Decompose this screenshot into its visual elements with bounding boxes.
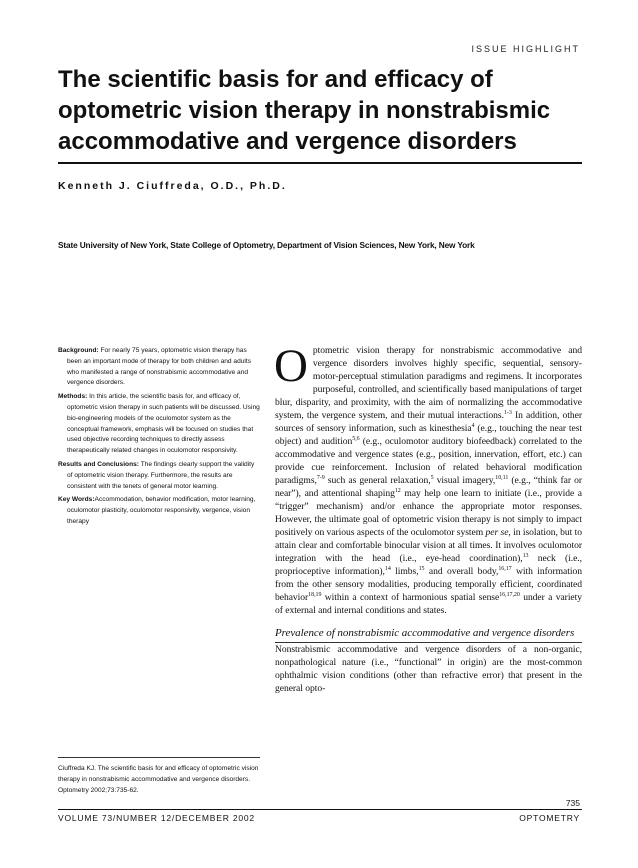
page-number: 735 [565, 798, 580, 808]
text-run: such as general relaxation, [324, 474, 431, 486]
body-text [274, 340, 583, 696]
reference-superscript: 7-9 [316, 474, 325, 481]
abstract-keywords-text: Accommodation, behavior modification, motor learning, oculomotor plasticity, oculomotor responsivity, vergence, vision therapy [67, 496, 256, 525]
intro-paragraph [274, 340, 583, 618]
citation-divider [58, 757, 260, 758]
journal-name: OPTOMETRY [519, 813, 580, 823]
text-run: and overall body, [424, 565, 499, 577]
abstract-background-text: For nearly 75 years, optometric vision therapy has been an important mode of therapy for both children and adults who manifested a range of nonstrabismic accommodative and vergence disorders. [67, 347, 252, 387]
text-run: visual imagery, [433, 474, 496, 486]
reference-superscript: 16,17,20 [499, 591, 520, 598]
text-run: under a variety of external and internal conditions and states. [275, 591, 583, 616]
citation: Ciuffreda KJ. The scientific basis for and efficacy of optometric vision therapy in nonstrabismic accommodative and vergence disorders. Optometry 2002;73:735-62. [58, 765, 259, 794]
author-name: Kenneth J. Ciuffreda, O.D., Ph.D. [58, 180, 287, 192]
text-run: within a context of harmonious spatial sense [321, 591, 500, 603]
issue-highlight-label: ISSUE HIGHLIGHT [471, 44, 580, 54]
text-run: (e.g., oculomotor auditory biofeedback) correlated to the accommodative and vergence states (e.g., position, innervation, effort, etc.) can provide cue reinforcement. Inclusion of related behavioral modification paradigms, [275, 435, 582, 486]
text-run: (e.g., “think far or near”), and attentional shaping [275, 474, 583, 499]
abstract [58, 346, 260, 531]
author-affiliation: State University of New York, State College of Optometry, Department of Vision Sciences, New York, New York [58, 240, 475, 250]
abstract-methods-text: In this article, the scientific basis for, and efficacy of, optometric vision therapy in such patients will be discussed. Using bio-engineering models of the oculomotor system as the conceptual framework, emphasis will be focused on studies that used objective recording techniques to directly assess therapeutically related changes in oculomotor responsivity. [67, 393, 260, 455]
reference-superscript: 13 [522, 552, 529, 559]
text-run: neck (i.e., proprioceptive information), [275, 552, 582, 577]
title-divider [58, 162, 582, 164]
reference-superscript: 10,11 [495, 474, 509, 481]
text-run: ptometric vision therapy for nonstrabismic accommodative and vergence disorders involves highly specific, sequential, sensory-motor-perceptual stimulation paradigms and regimens. It incorporates purposeful, controlled, and scientifically based manipulations of target blur, disparity, and proximity, with the aim of normalizing the accommodative system, the vergence system, and their mutual interactions. [275, 345, 582, 421]
drop-cap: O [274, 340, 308, 392]
reference-superscript: 1-3 [503, 409, 512, 416]
reference-superscript: 4 [471, 422, 475, 429]
abstract-results-label: Results and Conclusions: [58, 460, 139, 468]
article-title: The scientific basis for and efficacy of optometric vision therapy in nonstrabismic accommodative and vergence disorders [58, 66, 551, 155]
abstract-methods [58, 392, 260, 457]
footer-divider [58, 809, 582, 810]
reference-superscript: 15 [418, 565, 425, 572]
italic-term: per se [485, 526, 509, 538]
reference-superscript: 14 [384, 565, 391, 572]
abstract-keywords [58, 495, 260, 527]
reference-superscript: 18,19 [308, 591, 322, 598]
abstract-methods-label: Methods: [58, 393, 88, 401]
text-run: In addition, other sources of sensory information, such as kinesthesia [275, 409, 582, 434]
abstract-results-text: The findings clearly support the validity of optometric vision therapy. Furthermore, the results are consistent with the tenets of general motor learning. [67, 460, 255, 490]
abstract-background [58, 346, 260, 389]
reference-superscript: 5,6 [352, 435, 360, 442]
text-run: , in isolation, but to attain clear and comfortable binocular vision at all times. It involves oculomotor integration with the head (i.e., eye-head coordination), [275, 526, 582, 564]
abstract-background-label: Background: [58, 347, 99, 354]
text-run: may help one learn to initiate (i.e., provide a “trigger” mechanism) and/or enhance the appropriate motor responses. However, the ultimate goal of optometric vision therapy is not simply to impact positively on various aspects of the oculomotor system [275, 487, 582, 538]
prevalence-paragraph: Nonstrabismic accommodative and vergence disorders of a non-organic, nonpathological nature (i.e., “functional” in origin) are the most-common ophthalmic vision conditions (other than refractive error) that present in the general opto- [275, 643, 582, 694]
text-run: with information from the other sensory modalities, producing temporally efficient, coordinated behavior [275, 565, 582, 603]
text-run: (e.g., touching the near test object) and audition [275, 422, 582, 447]
abstract-results [58, 460, 260, 492]
reference-superscript: 16,17 [498, 565, 512, 572]
reference-superscript: 12 [394, 487, 401, 494]
abstract-keywords-label: Key Words: [58, 496, 95, 504]
reference-superscript: 5 [430, 474, 434, 481]
section-subheading: Prevalence of nonstrabismic accommodative and vergence disorders [275, 626, 582, 643]
journal-issue: VOLUME 73/NUMBER 12/DECEMBER 2002 [58, 813, 255, 823]
text-run: limbs, [390, 565, 419, 577]
